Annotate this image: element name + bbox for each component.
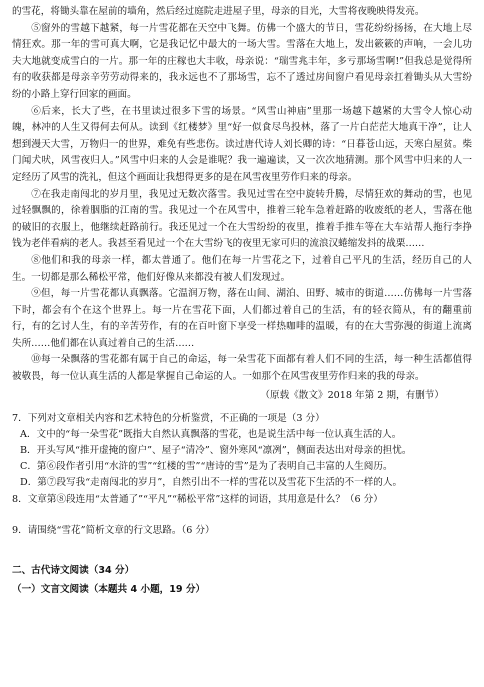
passage-source: （原载《散文》2018 年第 2 期，有删节） [260, 389, 444, 401]
paragraph-10: ⑩每一朵飘落的雪花都有属于自己的命运，每一朵雪花下面都有着人们不同的生活，每一种生活都值得被敬畏，每一位认真生活的人都是掌握自己命运的人。一如那个在风雪夜里劳作归来的我的母亲。 [12, 354, 472, 383]
question-7-option-a: A．文中的“每一朵雪花”既指大自然认真飘落的雪花，也是说生活中每一位认真生活的人。 [20, 429, 402, 441]
answer-space-8 [12, 508, 472, 522]
paragraph-8: ⑧他们和我的母亲一样，都太普通了。他们在每一片雪花之下，过着自己平凡的生活，经历自己的人生。一切都是那么稀松平常，他们好像从来都没有被人们发现过。 [12, 254, 472, 283]
paragraph-4-tail: 的雪花，将锄头靠在屋前的墙角，然后经过庭院走进屋子里，母亲的目光，大雪将夜晚映得发亮。 [12, 6, 425, 17]
question-7-option-c: C．第⑥段作者引用“水浒的雪”“红楼的雪”“唐诗的雪”是为了表明自己丰富的人生阅历。 [20, 461, 393, 473]
section-heading: 二、古代诗文阅读（34 分） [12, 565, 135, 577]
paragraph-7: ⑦在我走南闯北的岁月里，我见过无数次落雪。我见过雪在空中旋转升腾，尽情狂欢的舞动的雪，也见过轻飘飘的，徐着胭脂的江南的雪。我见过一个在风雪中，推着三轮车急着赶路的收废纸的老人，雪落在他的破旧的衣服上，他继续赶路前行。我还见过一个在大雪纷纷的夜里，推着手推车等在大车站帮人拖行李挣钱为老伴看病的老人。我甚至看见过一个在大雪纷飞的夜里无家可归的流浪汉蜷缩发抖的战栗…… [12, 188, 472, 250]
question-9: 9．请围绕“雪花”简析文章的行文思路。（6 分） [12, 525, 215, 537]
answer-space-9 [12, 539, 472, 561]
question-7-stem: 7．下列对文章相关内容和艺术特色的分析鉴赏，不正确的一项是（3 分） [12, 413, 325, 425]
passage [12, 4, 472, 404]
paragraph-5: ⑤窗外的雪越下越紧，每一片雪花都在天空中飞舞。仿佛一个盛大的节日，雪花纷纷扬扬，在大地上尽情狂欢。那一年的雪可真大啊，它是我记忆中最大的一场大雪。雪落在大地上，发出簌簌的声响，一会儿功夫大地就变成雪白的一片。那一年的庄稼也大丰收，母亲说：“瑞雪兆丰年，多亏那场雪啊!”但我总是觉得所有的收获都是母亲辛劳劳动得来的，我永远也不了那场雪，忘不了透过房间窗户看见母亲扛着锄头从大雪纷纷的小路上穿行回家的画面。 [12, 22, 472, 100]
question-7-option-d: D．第⑦段写我“走南闯北的岁月”，自然引出不一样的雪花以及雪花下生活的不一样的人。 [20, 477, 403, 489]
subsection-heading: （一）文言文阅读（本题共 4 小题，19 分） [12, 584, 206, 596]
paragraph-9: ⑨但，每一片雪花都认真飘落。它温润万物，落在山间、湖泊、田野、城市的街道……仿佛每一片雪落下时，都会有个在这个世界上。每一片在雪花下面，人们都过着自己的生活，有的轻衣简从，有的翻重前行，有的乞讨人生，有的辛苦劳作，有的在百叶窗下享受一样热咖啡的温暖，有的在大雪弥漫的街道上流离失所……他们都在认真过着自己的生活…… [12, 288, 472, 349]
question-7-option-b: B．开头写风“推开虚掩的窗户”、屋子“清冷”、窗外寒风“凛冽”，侧面表达出对母亲的担忧。 [20, 445, 412, 457]
question-8: 8．文章第⑧段连用“太普通了”“平凡”“稀松平常”这样的词语，其用意是什么？（6 分） [12, 494, 383, 506]
question-7 [12, 410, 472, 491]
paragraph-6: ⑥后来，长大了些，在书里读过很多下雪的场景。“风雪山神庙”里那一场越下越紧的大雪令人惊心动魄，林冲的人生又得何去何从。读到《红楼梦》里“好一似食尽鸟投林，落了一片白茫茫大地真干净”，让人想到漫天大雪，万物归一的世界，难免有些悲伤。读过唐代诗人刘长卿的诗：“日暮苍山远，天寒白屋贫。柴门闻犬吠，风雪夜归人。”风雪中归来的人会是谁呢？我一遍遍读，又一次次地猜测。那个风雪中归来的人一定经历了风雪的洗礼，但这个画面让我想得更多的是在风雪夜里劳作归来的母亲。 [12, 105, 472, 183]
